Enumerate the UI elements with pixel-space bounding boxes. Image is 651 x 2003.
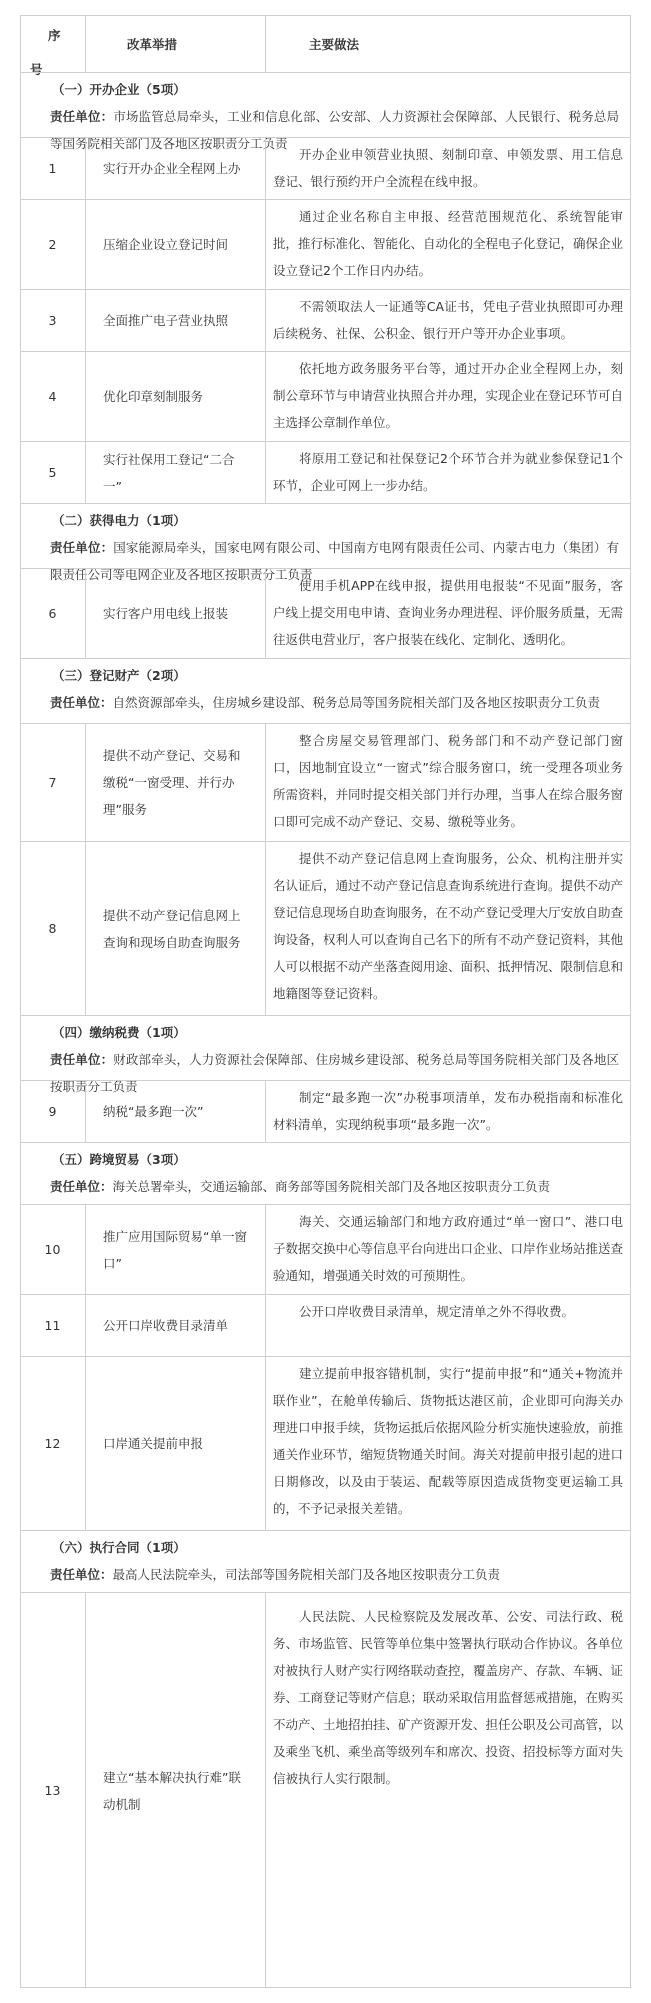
section-responsibility: [32, 1173, 619, 1200]
section-header: [20, 72, 631, 151]
row-num: 8: [48, 921, 57, 936]
resp-text: 市场监管总局牵头，工业和信息化部、公安部、人力资源社会保障部、人民银行、税务总局等国务院相关部门及各地区按职责分工负责: [50, 109, 619, 151]
row-num: 6: [48, 606, 57, 621]
row-desc: 通过企业名称自主申报、经营范围规范化、系统智能审批，推行标准化、智能化、自动化的全程电子化登记，确保企业设立登记2个工作日内办结。: [273, 209, 624, 278]
row-desc: 建立提前申报容错机制，实行“提前申报”和“通关+物流并联作业”，在舱单传输后、货物抵达港区前，企业即可向海关办理进口申报手续，货物运抵后依据风险分析实施快速验放，前推通关作业环节，缩短货物通关时间。海关对提前申报引起的进口日期修改，以及由于装运、配载等原因造成货物变更运输工具的，不予记录报关差错。: [273, 1366, 624, 1516]
row-desc: 开办企业申领营业执照、刻制印章、申领发票、用工信息登记、银行预约开户全流程在线申报。: [273, 147, 623, 189]
table-row: [20, 1080, 631, 1142]
resp-label: 责任单位：: [50, 695, 113, 710]
row-name: 提供不动产登记、交易和缴税“一窗受理、并行办理”服务: [103, 748, 241, 817]
row-name: 实行开办企业全程网上办: [103, 161, 241, 176]
section-title: （五）跨境贸易（3项）: [52, 1152, 186, 1167]
resp-text: 国家能源局牵头，国家电网有限公司、中国南方电网有限责任公司、内蒙古电力（集团）有限责任公司等电网企业及各地区按职责分工负责: [50, 540, 619, 582]
header-num: [20, 15, 85, 77]
section-title: （六）执行合同（1项）: [52, 1540, 186, 1555]
row-num: 13: [44, 1783, 61, 1798]
row-desc: 制定“最多跑一次”办税事项清单，发布办税指南和标准化材料清单，实现纳税事项“最多跑一次”。: [273, 1090, 623, 1132]
table-row: [20, 137, 631, 199]
row-desc: 整合房屋交易管理部门、税务部门和不动产登记部门窗口，因地制宜设立“一窗式”综合服务窗口，统一受理各项业务所需资料，并同时提交相关部门并行办理，当事人在综合服务窗口即可完成不动产登记、交易、缴税等业务。: [273, 733, 624, 829]
section-title: （三）登记财产（2项）: [52, 668, 186, 683]
table-row: [20, 289, 631, 351]
row-num: 2: [48, 237, 57, 252]
row-name: 公开口岸收费目录清单: [103, 1318, 229, 1333]
row-name: 推广应用国际贸易“单一窗口”: [103, 1228, 247, 1271]
row-desc: 依托地方政务服务平台等，通过开办企业全程网上办，刻制公章环节与申请营业执照合并办理，实现企业在登记环节可自主选择公章制作单位。: [273, 361, 624, 430]
resp-text: 最高人民法院牵头，司法部等国务院相关部门及各地区按职责分工负责: [112, 1567, 501, 1582]
row-num: 1: [48, 161, 57, 176]
section-header: [20, 1530, 631, 1592]
table-row: [20, 568, 631, 658]
header-name: 改革举措: [127, 36, 178, 52]
header-desc: 主要做法: [309, 36, 360, 52]
row-desc: 公开口岸收费目录清单，规定清单之外不得收费。: [299, 1304, 575, 1319]
resp-label: 责任单位：: [50, 1179, 113, 1194]
row-name: 建立“基本解决执行难”联动机制: [103, 1769, 241, 1812]
table-row: [20, 441, 631, 503]
table-row: [20, 1294, 631, 1356]
section-responsibility: [32, 1561, 619, 1588]
row-num: 7: [48, 775, 57, 790]
table-row: [20, 351, 631, 441]
row-name: 实行客户用电线上报装: [103, 606, 229, 621]
table-row: [20, 199, 631, 289]
header-num-line1: 序: [48, 28, 61, 43]
row-desc: 人民法院、人民检察院及发展改革、公安、司法行政、税务、市场监管、民管等单位集中签署执行联动合作协议。各单位对被执行人财产实行网络联动查控，覆盖房产、存款、车辆、证券、工商登记等财产信息；联动采取信用监督惩戒措施，在购买不动产、土地招拍挂、矿产资源开发、担任公职及公司高管，以及乘坐飞机、乘坐高等级列车和席次、投资、招投标等方面对失信被执行人实行限制。: [273, 1609, 624, 1786]
table-header-row: [20, 15, 631, 77]
row-name: 优化印章刻制服务: [103, 389, 204, 404]
row-num: 3: [48, 313, 57, 328]
row-name: 纳税“最多跑一次”: [103, 1104, 204, 1119]
row-num: 11: [44, 1318, 61, 1333]
header-num-line2: 号: [30, 62, 43, 77]
row-desc: 将原用工登记和社保登记2个环节合并为就业参保登记1个环节，企业可网上一步办结。: [273, 451, 623, 493]
section-header: [20, 503, 631, 582]
table-row: [20, 1356, 631, 1530]
row-name: 提供不动产登记信息网上查询和现场自助查询服务: [103, 907, 241, 950]
row-num: 9: [48, 1104, 57, 1119]
resp-text: 海关总署牵头，交通运输部、商务部等国务院相关部门及各地区按职责分工负责: [112, 1179, 551, 1194]
resp-label: 责任单位：: [50, 540, 114, 555]
row-num: 5: [48, 465, 57, 480]
resp-text: 财政部牵头，人力资源社会保障部、住房城乡建设部、税务总局等国务院相关部门及各地区按职责分工负责: [50, 1052, 619, 1094]
table-row: [20, 841, 631, 1015]
row-name: 压缩企业设立登记时间: [103, 237, 229, 252]
section-title: （二）获得电力（1项）: [52, 513, 186, 528]
table-row: [20, 723, 631, 841]
row-name: 实行社保用工登记“二合一”: [103, 451, 235, 494]
row-desc: 提供不动产登记信息网上查询服务，公众、机构注册并实名认证后，通过不动产登记信息查询系统进行查询。提供不动产登记信息现场自助查询服务，在不动产登记受理大厅安放自助查询设备，权利人可以查询自己名下的所有不动产登记资料，其他人可以根据不动产坐落查阅用途、面积、抵押情况、限制信息和地籍图等登记资料。: [273, 851, 624, 1001]
section-header: [20, 658, 631, 723]
table-row: [20, 1592, 631, 1988]
resp-text: 自然资源部牵头，住房城乡建设部、税务总局等国务院相关部门及各地区按职责分工负责: [112, 695, 601, 710]
row-name: 口岸通关提前申报: [103, 1436, 204, 1451]
row-desc: 不需领取法人一证通等CA证书，凭电子营业执照即可办理后续税务、社保、公积金、银行开户等开办企业事项。: [273, 299, 623, 341]
row-num: 12: [44, 1436, 61, 1451]
section-header: [20, 1015, 631, 1094]
row-desc: 海关、交通运输部门和地方政府通过“单一窗口”、港口电子数据交换中心等信息平台向进出口企业、口岸作业场站推送查验通知，增强通关时效的可预期性。: [273, 1214, 624, 1283]
resp-label: 责任单位：: [50, 1052, 114, 1067]
section-title: （一）开办企业（5项）: [52, 82, 186, 97]
resp-label: 责任单位：: [50, 109, 114, 124]
section-responsibility: [32, 689, 619, 716]
row-desc: 使用手机APP在线申报，提供用电报装“不见面”服务，客户线上提交用电申请、查询业务办理进程、评价服务质量，无需往返供电营业厅，客户报装在线化、定制化、透明化。: [273, 578, 624, 647]
section-header: [20, 1142, 631, 1204]
row-name: 全面推广电子营业执照: [103, 313, 229, 328]
section-title: （四）缴纳税费（1项）: [52, 1025, 186, 1040]
table-row: [20, 1204, 631, 1294]
row-num: 10: [44, 1242, 61, 1257]
resp-label: 责任单位：: [50, 1567, 113, 1582]
row-num: 4: [48, 389, 57, 404]
